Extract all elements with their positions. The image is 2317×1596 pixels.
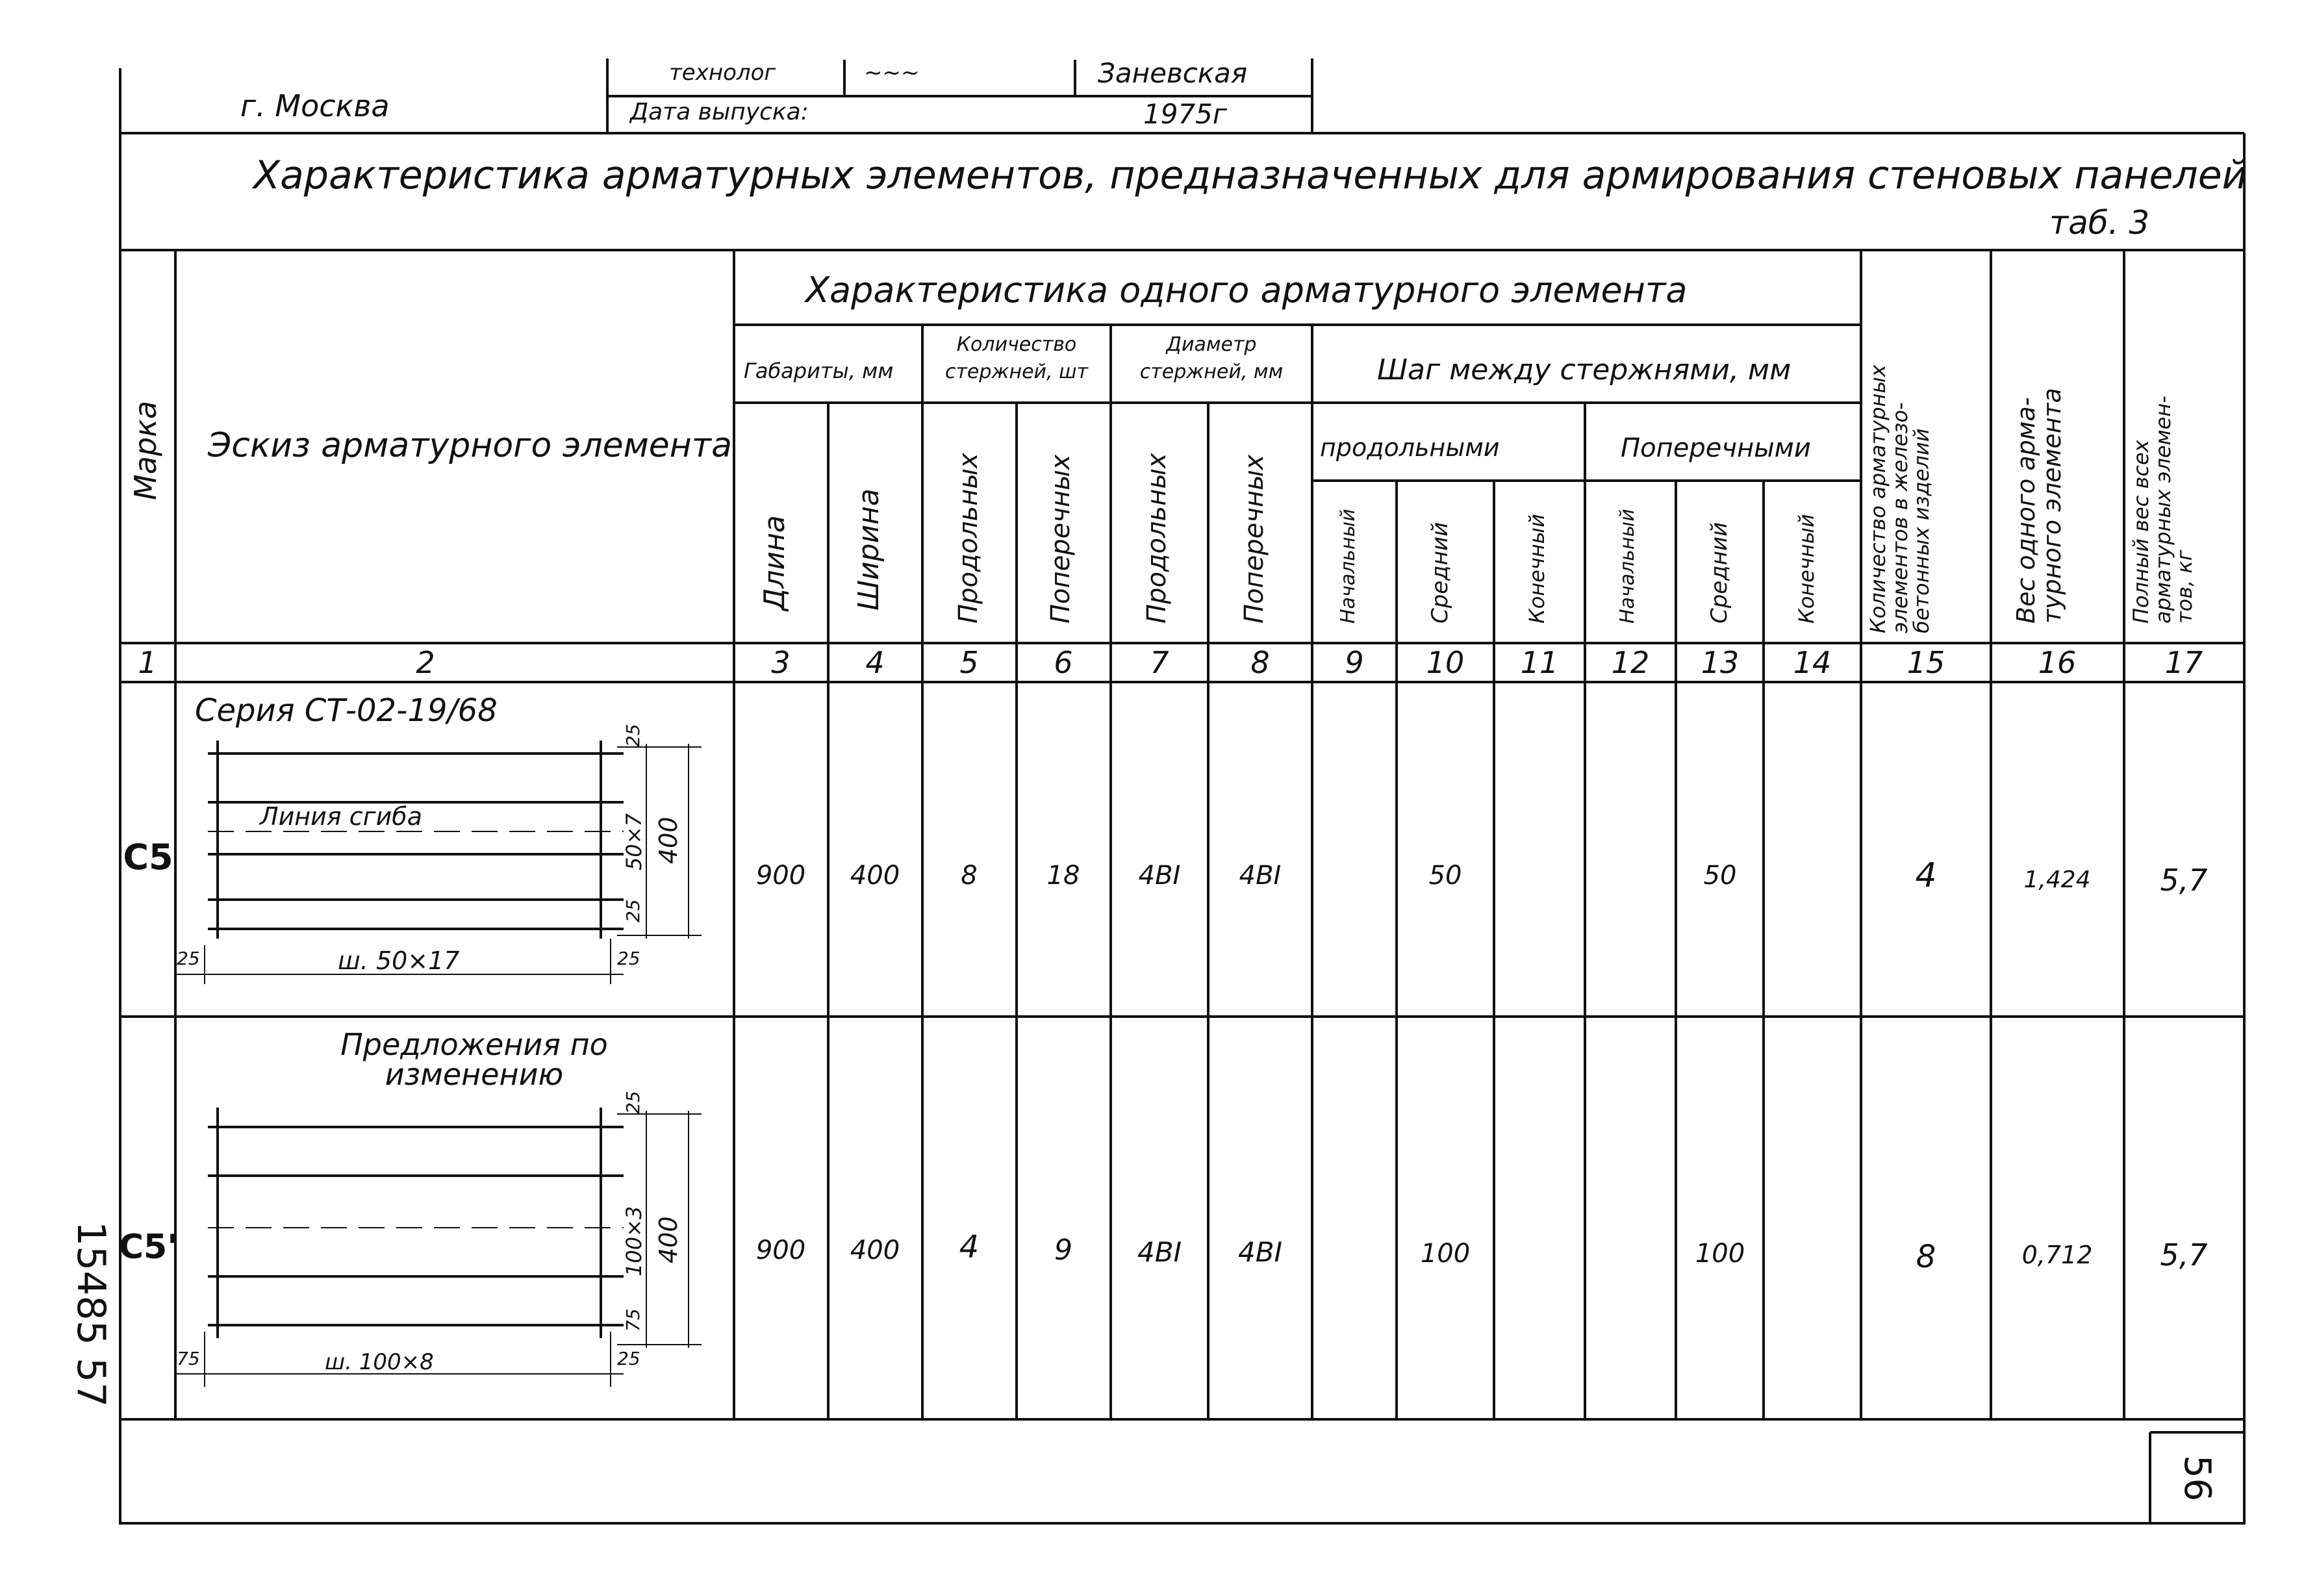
cell-qty: 4 (1915, 856, 1937, 895)
header-unit-weight (2014, 388, 2066, 624)
header-pitch-long: продольными (1320, 433, 1500, 462)
cell-dia-long: 4ВI (1138, 861, 1181, 891)
col-number: 3 (771, 645, 791, 680)
sketch-top-dim: 25 (622, 724, 644, 747)
cell-total-weight: 5,7 (2160, 863, 2208, 898)
header-pitch-trans-end: Конечный (1794, 514, 1819, 624)
city-label: г. Москва (240, 88, 390, 123)
cell-bars-trans: 9 (1054, 1234, 1072, 1267)
sketch-height: 400 (654, 817, 683, 864)
header-qty (1868, 364, 1933, 633)
cell-qty: 8 (1916, 1239, 1936, 1275)
cell-bars-long: 4 (959, 1229, 980, 1265)
cell-dia-long: 4ВI (1137, 1236, 1182, 1268)
page-title: Характеристика арматурных элементов, предназначенных для армирования стеновых панелей (253, 153, 2247, 198)
header-pitch-trans-mid: Средний (1706, 522, 1732, 624)
header-sketch: Эскиз арматурного элемента (208, 426, 732, 465)
cell-bars-trans: 18 (1046, 861, 1080, 891)
sketch-caption: Предложения по изменению (340, 1027, 608, 1092)
col-number: 12 (1611, 645, 1650, 680)
sketch-height: 400 (654, 1216, 683, 1263)
cell-pitch-long-mid: 100 (1420, 1239, 1471, 1269)
header-total-weight (2131, 396, 2196, 624)
header-dia-long: Продольных (1142, 453, 1172, 624)
issue-date-value: 1975г (1143, 98, 1227, 130)
col-number: 16 (2038, 645, 2077, 680)
sketch-v-dim1: 50×7 (622, 813, 646, 870)
cell-unit-weight: 0,712 (2021, 1241, 2093, 1269)
col-number: 13 (1701, 645, 1740, 680)
cell-unit-weight: 1,424 (2023, 867, 2091, 893)
row-mark: С5 (123, 837, 173, 878)
header-pitch: Шаг между стержнями, мм (1377, 353, 1792, 386)
sketch-v-dim2: 25 (622, 899, 644, 922)
cell-dia-trans: 4ВI (1238, 1236, 1282, 1268)
sketch-top-dim: 25 (622, 1091, 644, 1114)
sketch-bottom-dim: ш. 50×17 (338, 946, 460, 975)
header-unit-weight-line2: турного элемента (2037, 388, 2066, 624)
row-mark: С5' (118, 1228, 178, 1267)
sketch-bottom-dim: ш. 100×8 (325, 1349, 434, 1375)
header-group-main: Характеристика одного арматурного элемента (805, 270, 1688, 310)
col-number: 7 (1150, 645, 1169, 680)
sketch-caption: Серия СТ-02-19/68 (195, 692, 498, 729)
col-number: 14 (1793, 645, 1832, 680)
header-dimensions: Габариты, мм (744, 359, 894, 383)
header-diameter: Диаметр стержней, мм (1139, 333, 1284, 383)
sketch-fold-label: Линия сгиба (260, 802, 423, 831)
sketch-left-dim: 75 (177, 1348, 200, 1369)
sketch-left-dim: 25 (177, 948, 200, 969)
cell-length: 900 (755, 861, 806, 891)
header-qty-line2: элементов в железо- (1887, 402, 1912, 633)
techcheck-label: технолог (669, 60, 776, 86)
page-number: 56 (2176, 1455, 2218, 1502)
header-pitch-trans-start: Начальный (1616, 509, 1639, 624)
header-total-weight-line2: арматурных элемен- (2150, 396, 2175, 624)
cell-pitch-trans-mid: 100 (1695, 1239, 1745, 1269)
header-mark: Марка (128, 400, 163, 500)
header-total-weight-line1: Полный вес всех (2129, 440, 2153, 624)
col-number: 1 (138, 645, 157, 680)
table-label: таб. 3 (2049, 204, 2150, 242)
header-qty-line3: бетонных изделий (1909, 428, 1934, 633)
col-number: 4 (865, 645, 885, 680)
issue-date-label: Дата выпуска: (630, 99, 809, 125)
header-width: Ширина (852, 488, 885, 611)
sketch-v-dim1: 100×3 (622, 1206, 646, 1276)
sketch-right-dim: 25 (617, 948, 640, 969)
col-number: 9 (1345, 645, 1364, 680)
cell-dia-trans: 4ВI (1239, 861, 1282, 891)
techcheck-name: Заневская (1098, 57, 1248, 89)
col-number: 17 (2164, 645, 2203, 680)
header-dia-trans: Поперечных (1239, 454, 1269, 624)
cell-total-weight: 5,7 (2160, 1237, 2208, 1273)
header-pitch-long-start: Начальный (1337, 509, 1360, 624)
header-pitch-trans: Поперечными (1621, 433, 1811, 463)
col-number: 11 (1520, 645, 1559, 680)
cell-pitch-long-mid: 50 (1428, 861, 1462, 891)
header-bars-long: Продольных (954, 453, 983, 624)
col-number: 5 (959, 645, 979, 680)
cell-width: 400 (850, 861, 900, 891)
col-number: 2 (416, 645, 435, 680)
header-length: Длина (758, 515, 791, 611)
cell-width: 400 (850, 1235, 900, 1265)
header-total-weight-line3: тов, кг (2172, 550, 2197, 624)
col-number: 15 (1906, 645, 1945, 680)
sketch-right-dim: 25 (617, 1348, 640, 1369)
col-number: 8 (1250, 645, 1270, 680)
header-unit-weight-line1: Вес одного арма- (2012, 397, 2040, 624)
techcheck-signature: ~~~ (864, 60, 920, 86)
header-bars-trans: Поперечных (1046, 454, 1076, 624)
col-number: 6 (1054, 645, 1073, 680)
sketch-v-dim2: 75 (622, 1308, 644, 1332)
header-bar-count: Количество стержней, шт (944, 333, 1089, 383)
col-number: 10 (1426, 645, 1465, 680)
header-pitch-long-mid: Средний (1427, 522, 1453, 624)
cell-pitch-trans-mid: 50 (1703, 861, 1737, 891)
cell-length: 900 (755, 1235, 806, 1265)
cell-bars-long: 8 (961, 861, 978, 891)
header-qty-line1: Количество арматурных (1866, 364, 1890, 633)
side-number: 15485 57 (68, 1221, 114, 1408)
header-pitch-long-end: Конечный (1525, 514, 1549, 624)
